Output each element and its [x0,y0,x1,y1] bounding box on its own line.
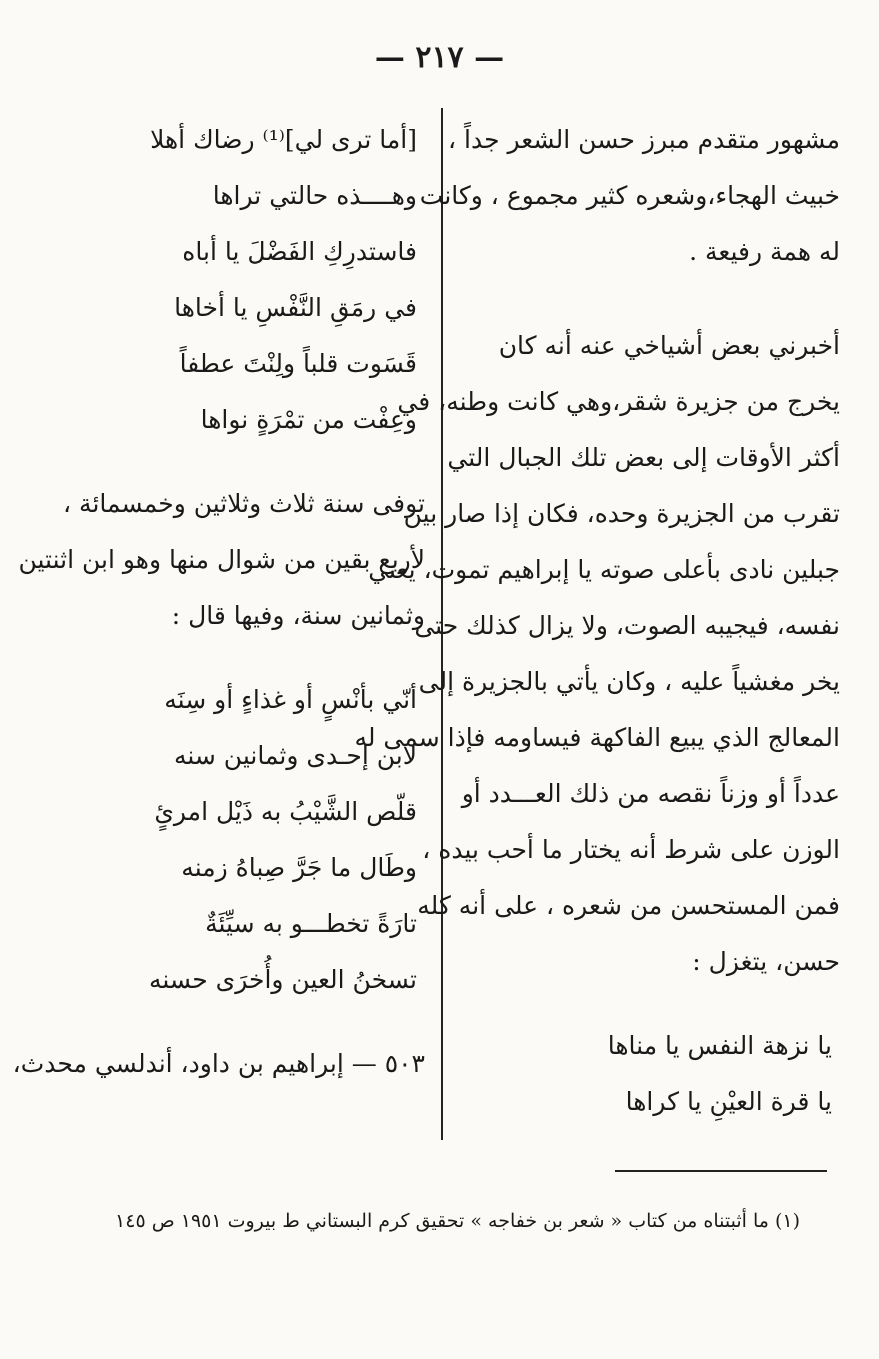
text-line: عدداً أو وزناً نقصه من ذلك العـــدد أو [461,779,840,808]
text-line: أخبرني بعض أشياخي عنه أنه كان [498,331,840,360]
verse-line: قلّص الشَّيْبُ به ذَيْل امرئٍ [154,797,417,826]
right-column [354,112,840,1130]
verse-line: فاستدرِكِ الفَضْلَ يا أباه [182,237,417,266]
footnote: (١) ما أثبتناه من كتاب « شعر بن خفاجه » تحقيق كرم البستاني ط بيروت ١٩٥١ ص ١٤٥ [115,1210,800,1232]
page-number: — ٢١٧ — [374,40,505,75]
text-line: فمن المستحسن من شعره ، على أنه كله [417,891,840,920]
footnote-rule [615,1170,827,1172]
verse-line: تارَةً تخطـــو به سيِّئَةٌ [205,909,417,938]
text-line: نفسه، فيجيبه الصوت، ولا يزال كذلك حتى [414,611,840,640]
text-line: يخر مغشياً عليه ، وكان يأتي بالجزيرة إلى [418,667,840,696]
verse-line: قَسَوت قلباً ولِنْتَ عطفاً [179,349,417,378]
verse-line: وطَال ما جَرَّ صِباهُ زمنه [181,853,417,882]
text-line: المعالج الذي يبيع الفاكهة فيساومه فإذا سمى له [354,723,840,752]
text-line: خبيث الهجاء،وشعره كثير مجموع ، وكانت [419,181,840,210]
verse-line: لابن إحـدى وثمانين سنه [173,741,417,770]
text-line: مشهور متقدم مبرز حسن الشعر جداً ، [448,125,840,154]
text-line: لأربع بقين من شوال منها وهو ابن اثنتين [18,545,425,574]
verse-line: يا قرة العيْنِ يا كراها [625,1087,832,1116]
left-column [12,112,425,1092]
verse-line: تسخنُ العين وأُخرَى حسنه [148,965,417,994]
verse-line: في رمَقِ النَّفْسِ يا أخاها [174,293,417,322]
text-line: تقرب من الجزيرة وحده، فكان إذا صار بين [403,499,840,528]
text-line: حسن، يتغزل : [692,947,840,976]
text-line: أكثر الأوقات إلى بعض تلك الجبال التي [447,443,840,472]
verse-line: [أما ترى لي]⁽¹⁾ رضاك أهلا [150,125,417,154]
text-line: الوزن على شرط أنه يختار ما أحب بيده ، [422,835,840,864]
text-line: له همة رفيعة . [689,237,840,266]
verse-line: وعِفْت من تمْرَةٍ نواها [200,405,417,434]
entry-heading: ٥٠٣ — إبراهيم بن داود، أندلسي محدث، [12,1049,425,1078]
verse-line: أنّي بأنْسٍ أو غذاءٍ أو سِنَه [164,685,417,714]
verse-line: وهــــذه حالتي تراها [212,181,417,210]
verse-line: يا نزهة النفس يا مناها [607,1031,832,1060]
text-line: جبلين نادى بأعلى صوته يا إبراهيم تموت، يعني [368,555,840,584]
text-line: توفى سنة ثلاث وثلاثين وخمسمائة ، [63,489,425,518]
text-line: وثمانين سنة، وفيها قال : [171,601,425,630]
text-line: يخرج من جزيرة شقر،وهي كانت وطنه، في [397,387,840,416]
